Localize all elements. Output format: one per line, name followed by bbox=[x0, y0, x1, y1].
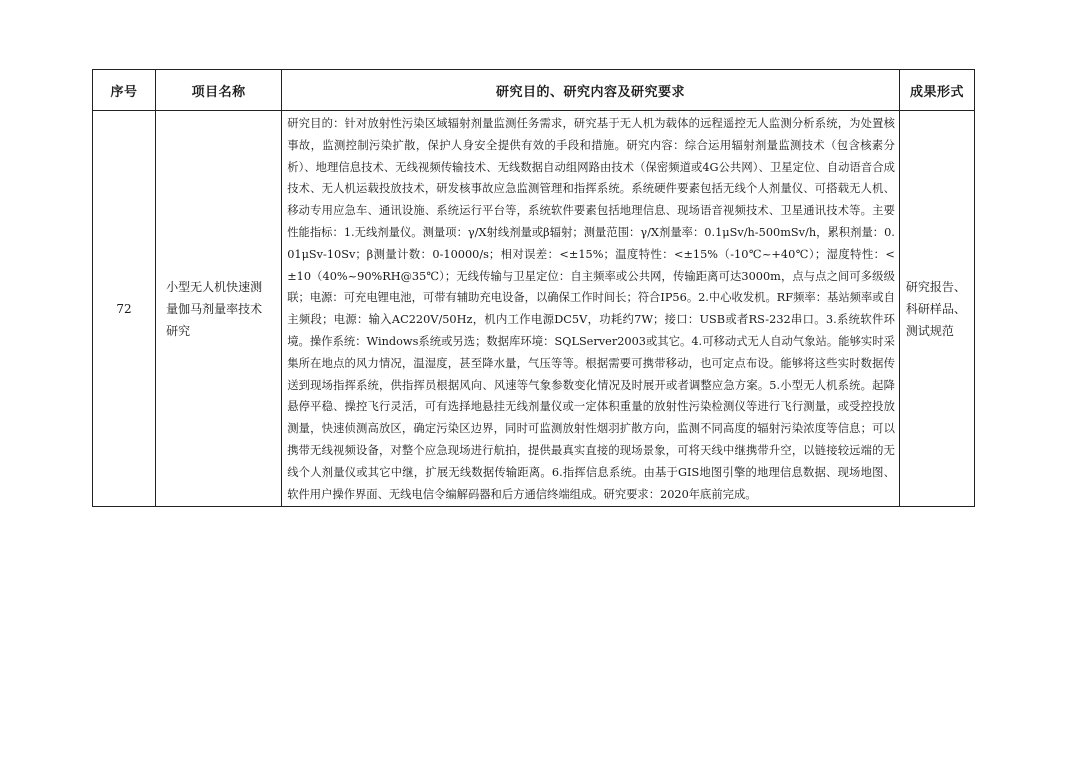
table-row bbox=[93, 111, 975, 507]
project-table bbox=[92, 69, 975, 507]
header-row bbox=[93, 70, 975, 111]
header-result-form: 成果形式 bbox=[899, 70, 974, 111]
header-research-content: 研究目的、研究内容及研究要求 bbox=[282, 70, 900, 111]
cell-research-content: 研究目的：针对放射性污染区域辐射剂量监测任务需求，研究基于无人机为载体的远程遥控无人监测分析系统，为处置核事故，监测控制污染扩散，保护人身安全提供有效的手段和措施。研究内容：综合运用辐射剂量监测技术（包含核素分析）、地理信息技术、无线视频传输技术、无线数据自动组网路由技术（保密频道或4G公共网）、卫星定位、自动语音合成技术、无人机运载投放技术，研发核事故应急监测管理和指挥系统。系统硬件要素包括无线个人剂量仪、可搭载无人机、移动专用应急车、通讯设施、系统运行平台等，系统软件要素包括地理信息、现场语音视频技术、卫星通讯技术等。主要性能指标：1.无线剂量仪。测量项：γ/X射线剂量或β辐射；测量范围：γ/X剂量率：0.1μSv/h-500mSv/h，累积剂量：0.01μSv-10Sv；β测量计数：0-10000/s；相对误差：<±15%；温度特性：<±15%（-10℃~+40℃）；湿度特性：<±10（40%~90%RH@35℃）；无线传输与卫星定位：自主频率或公共网，传输距离可达3000m，点与点之间可多级级联；电源：可充电锂电池，可带有辅助充电设备，以确保工作时间长；符合IP56。2.中心收发机。RF频率：基站频率或自主频段；电源：输入AC220V/50Hz，机内工作电源DC5V，功耗约7W；接口：USB或者RS-232串口。3.系统软件环境。操作系统：Windows系统或另选；数据库环境：SQLServer2003或其它。4.可移动式无人自动气象站。能够实时采集所在地点的风力情况，温湿度，甚至降水量，气压等等。根据需要可携带移动，也可定点布设。能够将这些实时数据传送到现场指挥系统，供指挥员根据风向、风速等气象参数变化情况及时展开或者调整应急方案。5.小型无人机系统。起降悬停平稳、操控飞行灵活，可有选择地悬挂无线剂量仪或一定体积重量的放射性污染检测仪等进行飞行测量，或受控投放测量，快速侦测高放区，确定污染区边界，同时可监测放射性烟羽扩散方向，监测不同高度的辐射污染浓度等信息；可以携带无线视频设备，对整个应急现场进行航拍，提供最真实直接的现场景象，可将天线中继携带升空，以链接较远端的无线个人剂量仪或其它中继，扩展无线数据传输距离。6.指挥信息系统。由基于GIS地图引擎的地理信息数据、现场地图、软件用户操作界面、无线电信令编解码器和后方通信终端组成。研究要求：2020年底前完成。 bbox=[282, 111, 900, 507]
header-no: 序号 bbox=[93, 70, 156, 111]
header-project-name: 项目名称 bbox=[156, 70, 282, 111]
cell-no: 72 bbox=[93, 111, 156, 507]
cell-project-name: 小型无人机快速测量伽马剂量率技术研究 bbox=[156, 111, 282, 507]
cell-result-form: 研究报告、科研样品、测试规范 bbox=[899, 111, 974, 507]
table-body bbox=[93, 111, 975, 507]
table-header bbox=[93, 70, 975, 111]
